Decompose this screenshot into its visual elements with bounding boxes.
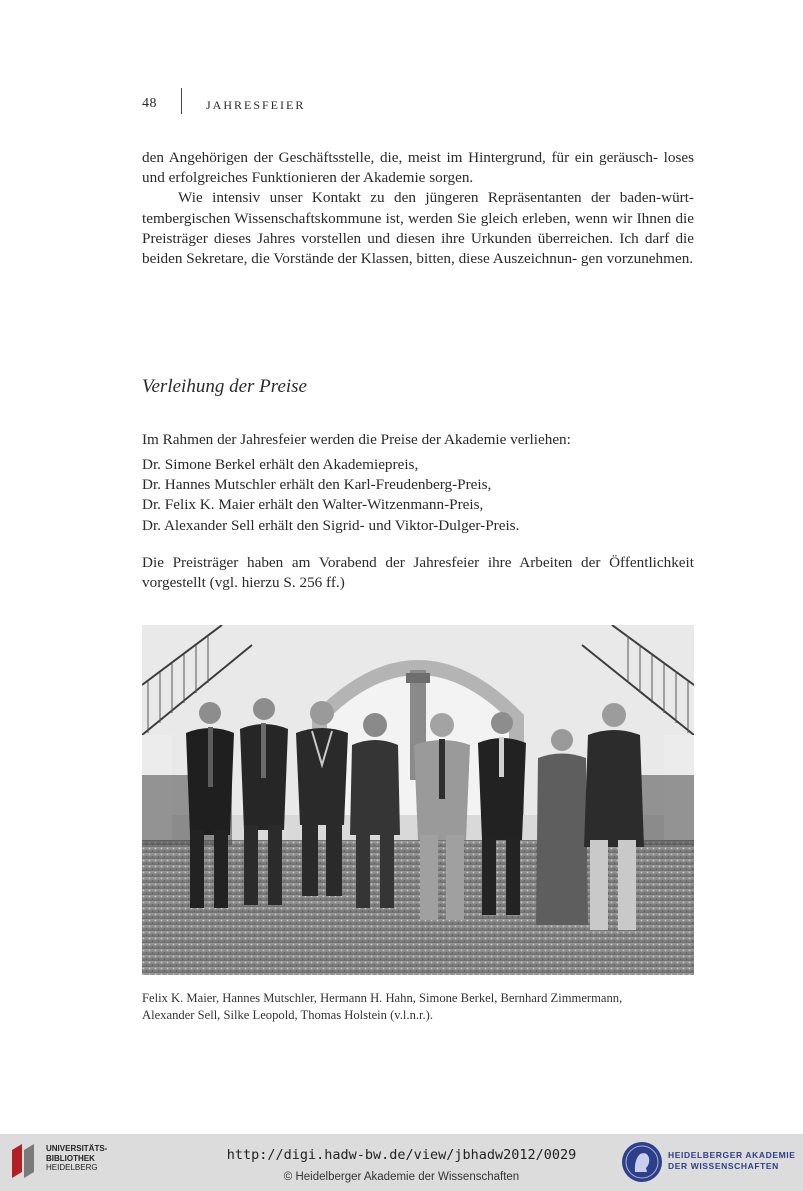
award-item: Dr. Simone Berkel erhält den Akademiepreis, [142,456,419,473]
group-photo [142,625,694,975]
ub-line: UNIVERSITÄTS- [46,1144,108,1153]
presentation-line: vorgestellt (vgl. hierzu S. 256 ff.) [142,574,345,592]
page-number: 48 [142,96,157,111]
caption-line: Alexander Sell, Silke Leopold, Thomas Holstein (v.l.n.r.). [142,1008,434,1022]
header-divider [181,88,182,114]
person-7 [536,729,588,925]
photo-caption [142,990,702,1024]
award-item: Dr. Hannes Mutschler erhält den Karl-Freudenberg-Preis, [142,476,492,494]
academy-line: DER WISSENSCHAFTEN [668,1161,779,1171]
academy-logo[interactable] [620,1140,800,1186]
running-head: JAHRESFEIER [206,98,306,112]
awards-intro: Im Rahmen der Jahresfeier werden die Preise der Akademie verliehen: [142,431,571,448]
paragraph-2-line: Ihnen die Preisträger dieses Jahres vorstellen und diesen ihre Urkunden überreichen. [142,209,695,247]
copyright-notice: © Heidelberger Akademie der Wissenschaften [283,1171,520,1183]
group-photo-image [142,625,694,975]
paragraph-2-line: gen vorzunehmen. [580,250,694,268]
source-url-link[interactable]: http://digi.hadw-bw.de/view/jbhadw2012/0029 [226,1147,577,1163]
academy-seal-icon [620,1140,664,1184]
ub-line: BIBLIOTHEK [46,1153,95,1163]
paragraph-2-line: Ich darf die beiden Sekretare, die Vorstände der Klassen, bitten, diese Auszeichnun- [142,229,695,268]
paragraph-1-line: loses und erfolgreiches Funktionieren der Akademie sorgen. [142,149,695,187]
footer-bar [0,1134,803,1191]
body-text-top [142,148,694,269]
presentation-line: Die Preisträger haben am Vorabend der Jahresfeier ihre Arbeiten der Öffentlichkeit [142,554,694,571]
awards-list [142,455,694,536]
paragraph-1-line: den Angehörigen der Geschäftsstelle, die, meist im Hintergrund, für ein geräusch- [142,149,659,166]
presentation-note [142,553,694,593]
paragraph-2-line: tembergischen Wissenschaftskommune ist, werden Sie gleich erleben, wenn wir [142,209,633,227]
academy-label [668,1150,796,1172]
paragraph-2 [142,188,694,269]
caption-line: Felix K. Maier, Hannes Mutschler, Hermann H. Hahn, Simone Berkel, Bernhard Zimmermann, [142,991,623,1005]
award-item: Dr. Felix K. Maier erhält den Walter-Witzenmann-Preis, [142,496,484,514]
paragraph-2-line: Wie intensiv unser Kontakt zu den jüngeren Repräsentanten der baden-würt- [178,189,694,207]
paragraph-1 [142,148,694,188]
award-item: Dr. Alexander Sell erhält den Sigrid- und Viktor-Dulger-Preis. [142,516,520,534]
academy-line: HEIDELBERGER AKADEMIE [668,1150,796,1160]
section-heading: Verleihung der Preise [142,376,307,397]
ub-line: HEIDELBERG [46,1163,98,1172]
